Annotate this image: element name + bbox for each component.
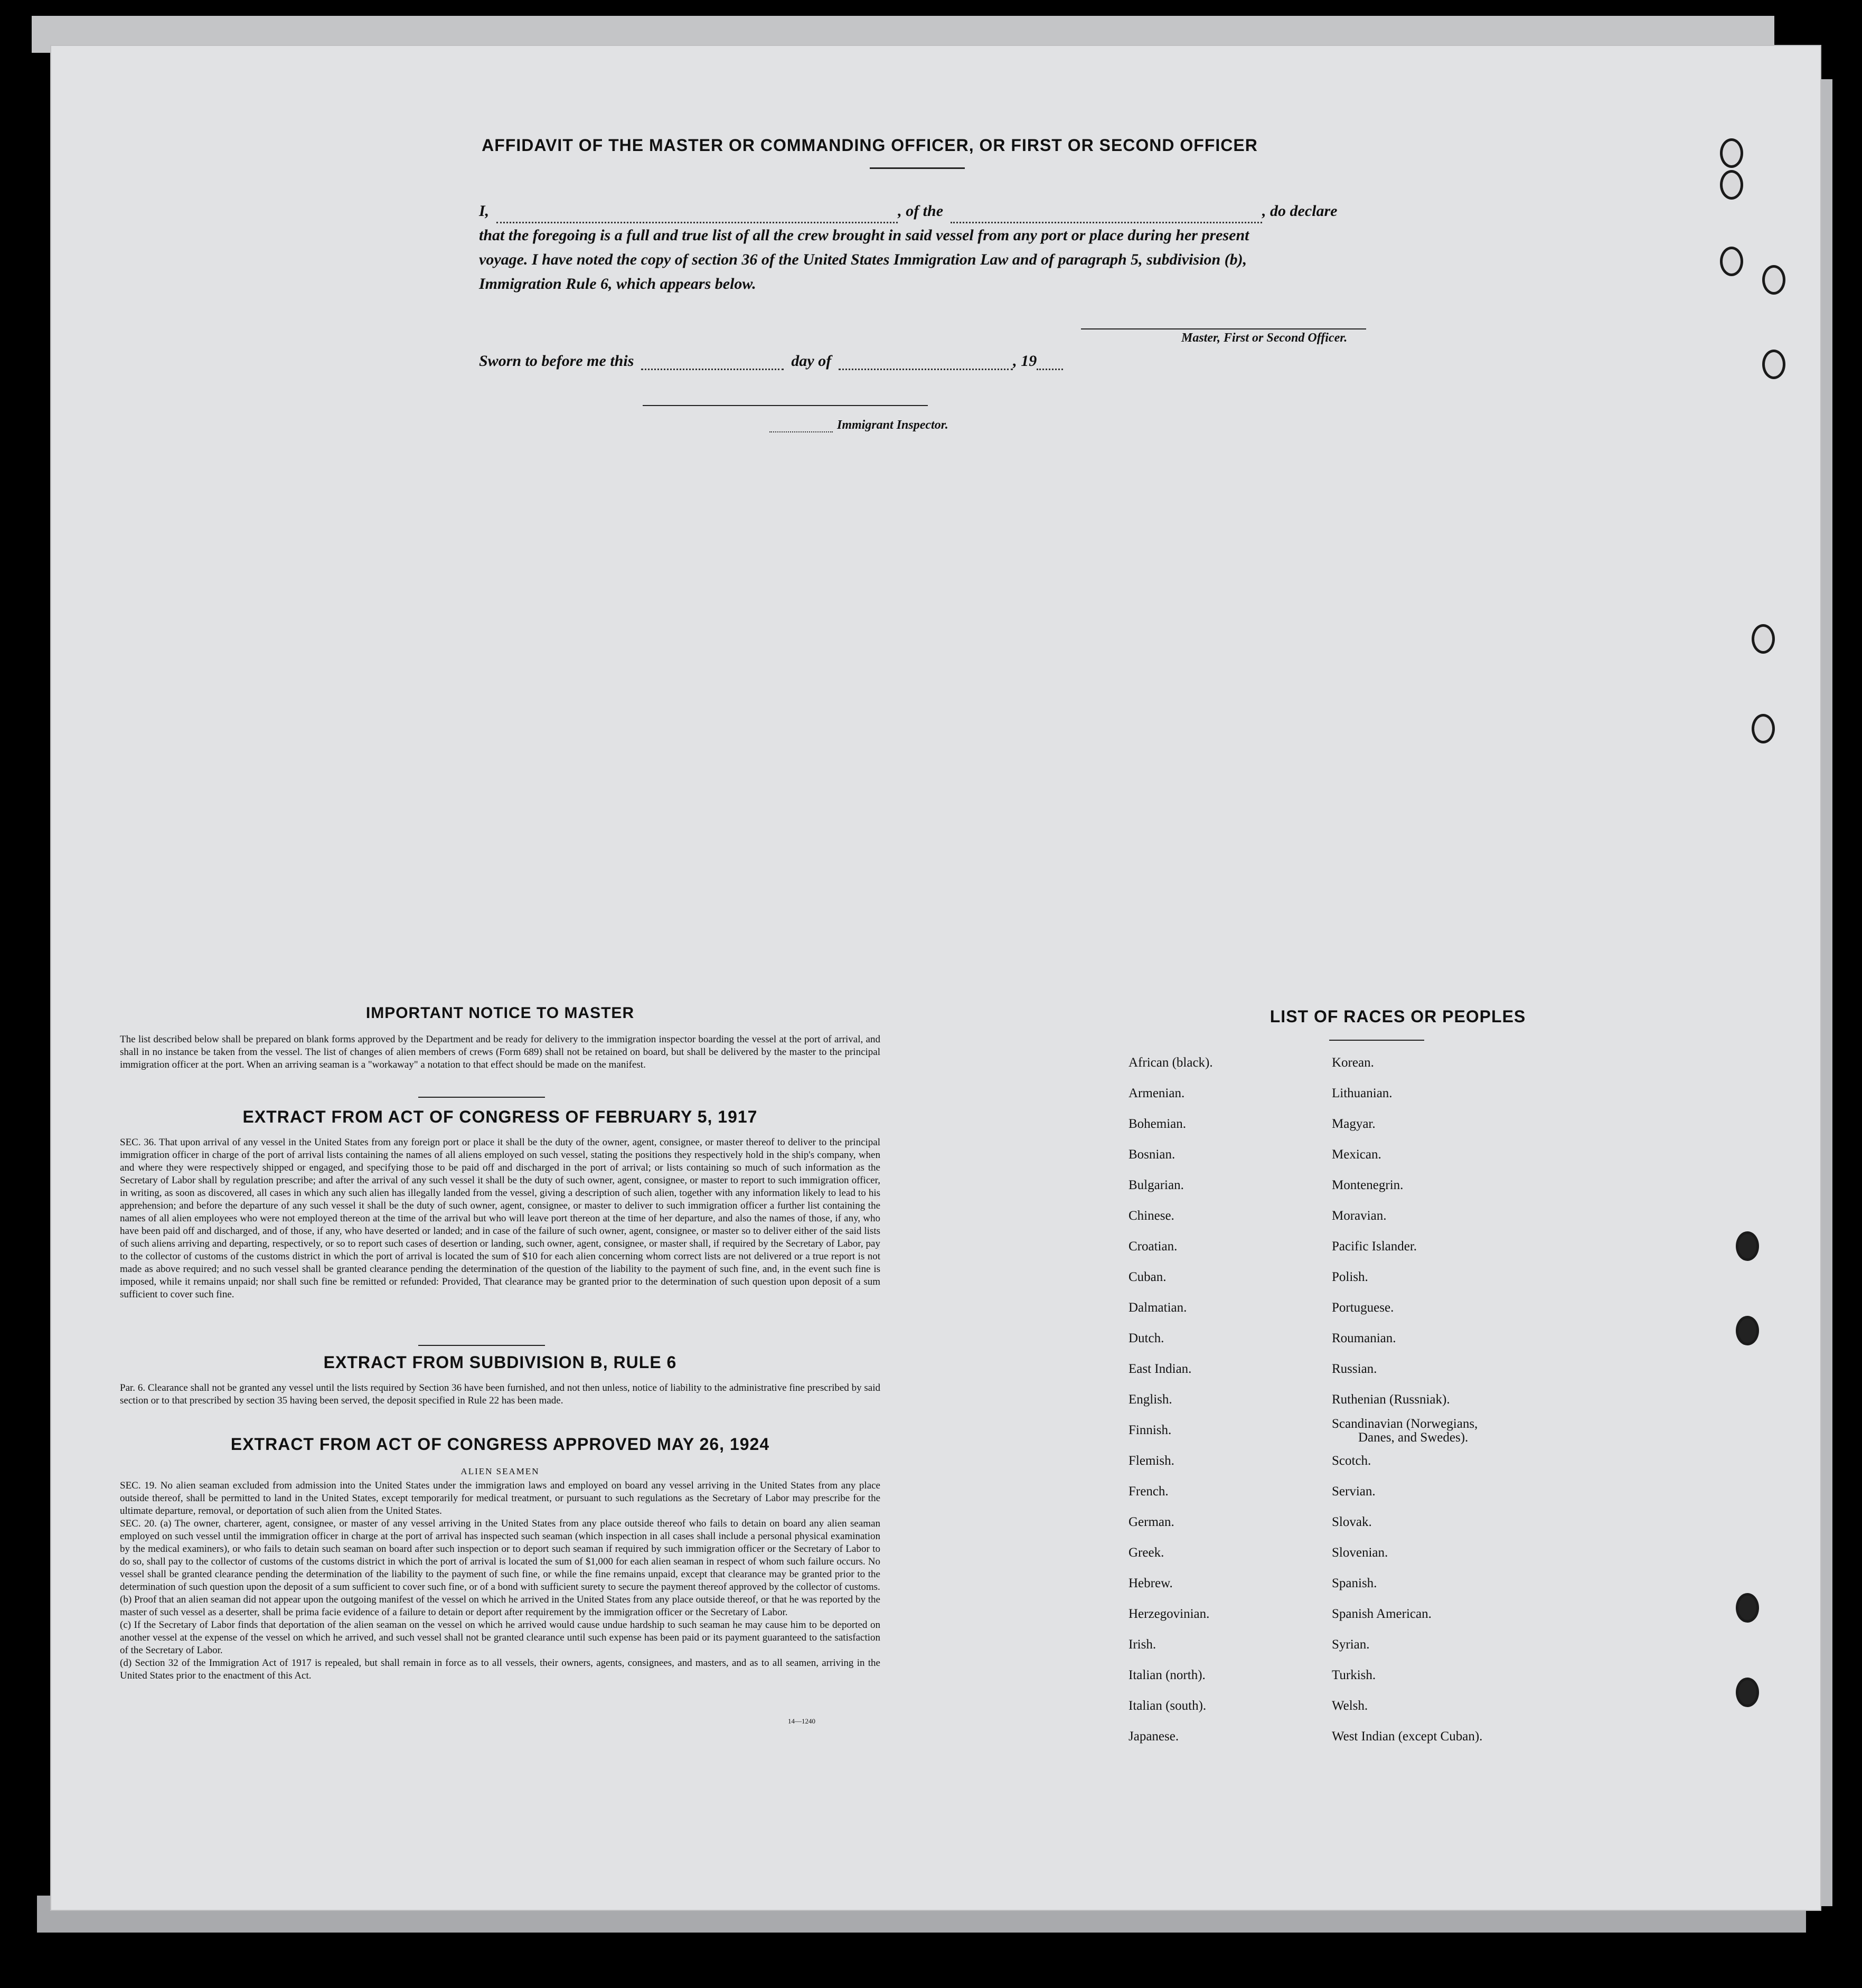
race-item: Armenian. bbox=[1129, 1086, 1185, 1100]
binder-hole bbox=[1736, 1231, 1759, 1261]
declare-declare: , do declare bbox=[1262, 202, 1338, 220]
race-item: Portuguese. bbox=[1332, 1301, 1394, 1315]
race-item: English. bbox=[1129, 1392, 1172, 1407]
section-rule bbox=[418, 1345, 545, 1346]
race-item: German. bbox=[1129, 1515, 1174, 1529]
race-item: Servian. bbox=[1332, 1484, 1376, 1499]
binder-hole bbox=[1752, 714, 1775, 743]
race-item: Dalmatian. bbox=[1129, 1301, 1187, 1315]
race-item: Moravian. bbox=[1332, 1209, 1387, 1223]
binder-hole bbox=[1736, 1316, 1759, 1345]
binder-hole bbox=[1752, 624, 1775, 654]
binder-hole bbox=[1720, 138, 1743, 168]
sec-20a-text: SEC. 20. (a) The owner, charterer, agent, consignee, or master of any vessel arriving in the United States from any place outside thereof who fails to detain on board any alien seaman employed on such vessel until the immigration officer in charge at the port of arrival has inspected such seaman (which inspection in all cases shall include a personal physical examination by the medical examiners), or who fails to detain such seaman on board after such inspection or to deport such seaman if required by such immigration officer or the Secretary of Labor to do so, shall pay to the collector of customs of the customs district in which the port of arrival is located the sum of $1,000 for each alien seaman in respect of whom such failure occurs. No vessel shall be granted clearance pending the determination of the liability to the payment of such fine, or while the fine remains unpaid, except that clearance may be granted prior to the determination of such question upon the deposit of a sum sufficient to cover such fine, or of a bond with sufficient surety to secure the payment thereof approved by the collector of customs. bbox=[120, 1518, 880, 1593]
race-item: Bohemian. bbox=[1129, 1117, 1187, 1131]
race-item: Bosnian. bbox=[1129, 1147, 1175, 1162]
binder-hole bbox=[1762, 265, 1785, 295]
binder-hole bbox=[1736, 1678, 1759, 1707]
extract-1924-title: EXTRACT FROM ACT OF CONGRESS APPROVED MAY 26, 1924 bbox=[230, 1435, 770, 1454]
race-item: Hebrew. bbox=[1129, 1576, 1173, 1590]
race-item: Polish. bbox=[1332, 1270, 1368, 1284]
extract-1924-text bbox=[120, 1480, 880, 1682]
sec-20d-text: (d) Section 32 of the Immigration Act of 1917 is repealed, but shall remain in force as to all vessels, their owners, agents, consignees, and masters, and as to all seamen, arriving in the United States prior to the enactment of this Act. bbox=[120, 1657, 880, 1681]
declaration-line-2: that the foregoing is a full and true list of all the crew brought in said vessel from any port or place during her present bbox=[479, 227, 1249, 244]
race-item: Finnish. bbox=[1129, 1423, 1172, 1437]
race-item: Croatian. bbox=[1129, 1239, 1178, 1254]
race-item: Bulgarian. bbox=[1129, 1178, 1184, 1192]
sec-19-text: SEC. 19. No alien seaman excluded from admission into the United States under the immigration laws and employed on board any vessel arriving in the United States from any place outside thereof, shall be permitted to land in the United States, except temporarily for medical treatment, or pursuant to such regulations as the Secretary of Labor may prescribe for the ultimate departure, removal, or deportation of such alien from the United States. bbox=[120, 1480, 880, 1516]
rule-6-text: Par. 6. Clearance shall not be granted any vessel until the lists required by Section 36 have been furnished, and not then unless, notice of liability to the administrative fine prescribed by said section or to that prescribed by section 35 having been served, the deposit specified in Rule 22 has been made. bbox=[120, 1382, 880, 1406]
declare-i: I, bbox=[479, 202, 490, 220]
inspector-label: Immigrant Inspector. bbox=[837, 418, 948, 432]
sworn-year-label: , 19 bbox=[1013, 352, 1037, 370]
race-item: Korean. bbox=[1332, 1056, 1374, 1070]
race-item: Slovak. bbox=[1332, 1515, 1372, 1529]
binder-hole bbox=[1762, 350, 1785, 379]
sec-20b-text: (b) Proof that an alien seaman did not appear upon the outgoing manifest of the vessel on which he arrived in the United States from any place outside thereof, or that he was reported by the master of such vessel as a deserter, shall be prima facie evidence of a failure to detain or deport after requirement by the immigration officer or the Secretary of Labor. bbox=[120, 1594, 880, 1618]
race-item: Lithuanian. bbox=[1332, 1086, 1393, 1100]
race-item: Dutch. bbox=[1129, 1331, 1164, 1345]
race-item: Spanish American. bbox=[1332, 1607, 1432, 1621]
declaration-line-4: Immigration Rule 6, which appears below. bbox=[479, 275, 756, 293]
section-rule bbox=[418, 1097, 545, 1098]
sworn-year-field[interactable] bbox=[1037, 369, 1063, 370]
race-item: French. bbox=[1129, 1484, 1169, 1499]
race-item: Magyar. bbox=[1332, 1117, 1376, 1131]
sec-20c-text: (c) If the Secretary of Labor finds that deportation of the alien seaman on the vessel on which he arrived would cause undue hardship to such seaman he may cause him to be deported on another vessel at the expense of the vessel on which he arrived, and such vessel shall not be granted clearance until such expense has been paid or its payment guaranteed to the satisfaction of the Secretary of Labor. bbox=[120, 1619, 880, 1656]
race-item: African (black). bbox=[1129, 1056, 1213, 1070]
race-item: Turkish. bbox=[1332, 1668, 1376, 1682]
affidavit-title: AFFIDAVIT OF THE MASTER OR COMMANDING OFFICER, OR FIRST OR SECOND OFFICER bbox=[482, 136, 1258, 155]
race-item: Mexican. bbox=[1332, 1147, 1381, 1162]
race-item: Slovenian. bbox=[1332, 1546, 1388, 1560]
notice-title: IMPORTANT NOTICE TO MASTER bbox=[365, 1004, 635, 1022]
form-number: 14—1240 bbox=[788, 1717, 815, 1725]
race-item: Roumanian. bbox=[1332, 1331, 1396, 1345]
extract-1917-text: SEC. 36. That upon arrival of any vessel in the United States from any foreign port or place it shall be the duty of the owner, agent, consignee, or master thereof to deliver to the principal immigration officer in charge of the port of arrival lists containing the names of all aliens employed on such vessel, stating the positions they respectively hold in the ship's company, when and where they were respectively shipped or engaged, and specifying those to be paid off and discharged in the port of arrival; or lists containing so much of such information as the Secretary of Labor shall by regulation prescribe; and after the arrival of any such vessel it shall be the duty of such owner, agent, consignee, or master to report to such immigration officer, in writing, as soon as discovered, all cases in which any such alien has illegally landed from the vessel, giving a description of such alien, together with any information likely to lead to his apprehension; and before the departure of any such vessel it shall be the duty of such owner, agent, consignee, or master to deliver to such immigration officer a further list containing the names of all alien employees who were not employed thereon at the time of the arrival but who will leave port thereon at the time of her departure, and also the names of those, if any, who have been paid off and discharged, and of those, if any, who have deserted or landed; and in case of the failure of such owner, agent, consignee, or master so to deliver either of the said lists of such aliens arriving and departing, respectively, or so to report such cases of desertion or landing, such owner, agent, consignee, or master shall, if required by the Secretary of Labor, pay to the collector of customs of the customs district in which the port of arrival is located the sum of $10 for each alien concerning whom correct lists are not delivered or a true report is not made as above required; and no such vessel shall be granted clearance pending the determination of the question of the liability to the payment of such fine, and, in the event such fine is imposed, while it remains unpaid; nor shall such fine be remitted or refunded: Provided, That clearance may be granted prior to the determination of such question upon deposit of a sum sufficient to cover such fine. bbox=[120, 1137, 880, 1300]
race-item: Herzegovinian. bbox=[1129, 1607, 1210, 1621]
race-item: Syrian. bbox=[1332, 1637, 1370, 1652]
sworn-line bbox=[479, 352, 1063, 370]
document-page bbox=[50, 45, 1821, 1911]
race-item: Montenegrin. bbox=[1332, 1178, 1404, 1192]
sworn-day-label: day of bbox=[791, 352, 832, 370]
sworn-month-field[interactable] bbox=[839, 369, 1013, 370]
race-item: Italian (south). bbox=[1129, 1699, 1207, 1713]
master-signature-label: Master, First or Second Officer. bbox=[1181, 331, 1348, 345]
races-column-1 bbox=[1129, 1056, 1340, 1795]
race-item: Flemish. bbox=[1129, 1454, 1174, 1468]
title-rule bbox=[870, 167, 965, 169]
races-rule bbox=[1329, 1040, 1424, 1041]
binder-hole bbox=[1720, 247, 1743, 276]
sworn-day-field[interactable] bbox=[641, 369, 784, 370]
race-item: West Indian (except Cuban). bbox=[1332, 1729, 1483, 1744]
race-item: Spanish. bbox=[1332, 1576, 1377, 1590]
race-item: Japanese. bbox=[1129, 1729, 1179, 1744]
race-item: Cuban. bbox=[1129, 1270, 1167, 1284]
race-item: Irish. bbox=[1129, 1637, 1156, 1652]
race-item-continued: Danes, and Swedes). bbox=[1358, 1430, 1469, 1445]
sworn-prefix: Sworn to before me this bbox=[479, 352, 634, 370]
race-item: Pacific Islander. bbox=[1332, 1239, 1417, 1254]
declaration-line-3: voyage. I have noted the copy of section 36 of the United States Immigration Law and of paragraph 5, subdivision (b), bbox=[479, 251, 1247, 268]
declare-of-the: , of the bbox=[898, 202, 944, 220]
race-item: East Indian. bbox=[1129, 1362, 1192, 1376]
race-item: Welsh. bbox=[1332, 1699, 1368, 1713]
race-item: Scotch. bbox=[1332, 1454, 1371, 1468]
inspector-signature-line[interactable] bbox=[643, 405, 928, 406]
race-item: Scandinavian (Norwegians, bbox=[1332, 1417, 1478, 1431]
inspector-line bbox=[769, 418, 948, 432]
races-title: LIST OF RACES OR PEOPLES bbox=[1269, 1007, 1526, 1026]
extract-1917-title: EXTRACT FROM ACT OF CONGRESS OF FEBRUARY 5, 1917 bbox=[242, 1107, 758, 1126]
race-item: Ruthenian (Russniak). bbox=[1332, 1392, 1450, 1407]
race-item: Greek. bbox=[1129, 1546, 1164, 1560]
rule-6-title: EXTRACT FROM SUBDIVISION B, RULE 6 bbox=[323, 1353, 677, 1372]
race-item: Italian (north). bbox=[1129, 1668, 1206, 1682]
binder-hole bbox=[1736, 1593, 1759, 1623]
notice-text: The list described below shall be prepared on blank forms approved by the Department and be ready for delivery to the immigration inspector boarding the vessel at the port of arrival, and shall in no instance be taken from the vessel. The list of changes of alien members of crews (Form 689) shall not be retained on board, but shall be delivered by the master to the principal immigration officer at the port. When an arriving seaman is a "workaway" a notation to that effect should be made on the manifest. bbox=[120, 1034, 880, 1070]
inspector-dots bbox=[769, 431, 833, 432]
affidavit-declaration bbox=[479, 199, 1461, 296]
race-item: Russian. bbox=[1332, 1362, 1377, 1376]
extract-1924-subtitle: ALIEN SEAMEN bbox=[460, 1466, 540, 1476]
binder-hole bbox=[1720, 170, 1743, 200]
race-item: Chinese. bbox=[1129, 1209, 1174, 1223]
master-signature-line[interactable] bbox=[1081, 328, 1366, 329]
races-column-2 bbox=[1332, 1056, 1606, 1795]
